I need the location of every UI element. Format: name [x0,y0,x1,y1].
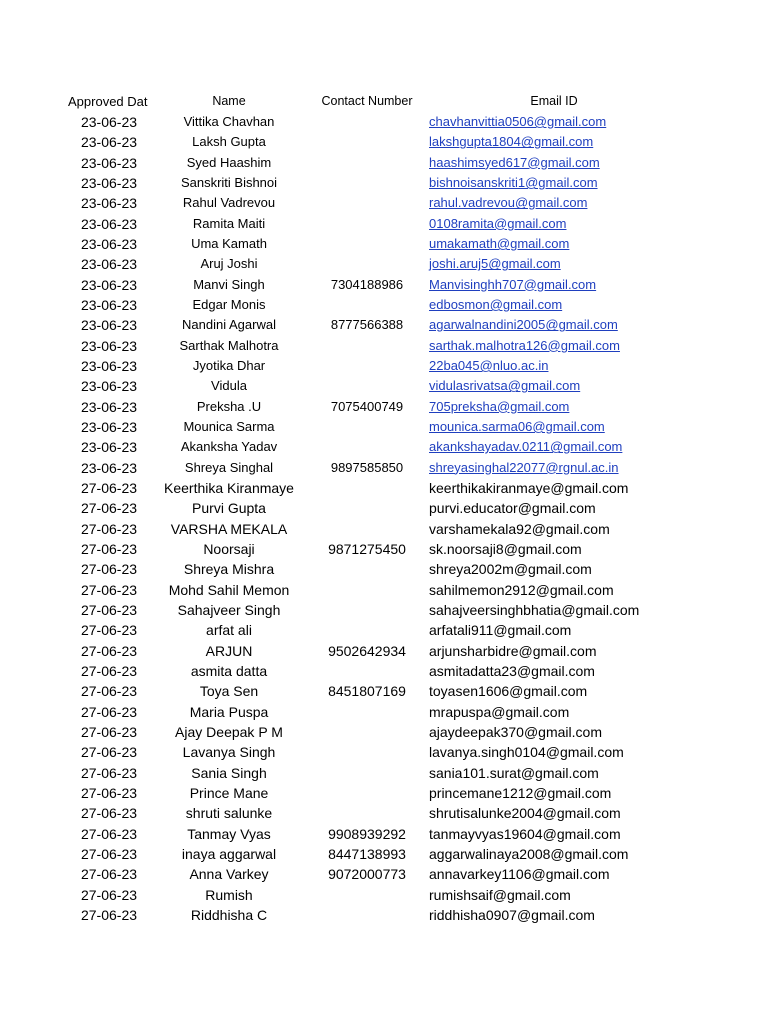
date-cell: 23-06-23 [80,439,138,456]
table-row [0,173,768,193]
table-row [0,722,768,742]
email-cell[interactable]: agarwalnandini2005@gmail.com [429,317,618,333]
table-row [0,864,768,884]
table-row [0,254,768,274]
table-row [0,458,768,478]
date-cell: 27-06-23 [80,479,138,496]
email-cell[interactable]: Manvisinghh707@gmail.com [429,276,597,292]
name-cell: Sania Singh [191,764,267,781]
email-cell: lavanya.singh0104@gmail.com [429,744,624,761]
email-cell: tanmayvyas19604@gmail.com [429,825,621,842]
email-cell[interactable]: akankshayadav.0211@gmail.com [429,439,623,455]
table-row [0,478,768,498]
date-cell: 23-06-23 [80,378,138,395]
table-row [0,437,768,457]
date-cell: 23-06-23 [80,459,138,476]
table-row [0,112,768,132]
table-row [0,417,768,437]
table-row [0,803,768,823]
email-cell: varshamekala92@gmail.com [429,520,610,537]
date-cell: 23-06-23 [80,114,138,130]
header-email-id: Email ID [530,94,578,108]
email-cell: shreya2002m@gmail.com [429,561,592,578]
name-cell: Mounica Sarma [183,418,275,434]
email-cell: sania101.surat@gmail.com [429,764,599,781]
date-cell: 27-06-23 [80,520,138,537]
email-cell: shrutisalunke2004@gmail.com [429,805,621,822]
header-name: Name [212,94,246,108]
name-cell: Anna Varkey [189,866,269,883]
table-row [0,559,768,579]
email-cell[interactable]: bishnoisanskriti1@gmail.com [429,174,598,190]
header-contact-number: Contact Number [321,94,413,108]
email-cell[interactable]: joshi.aruj5@gmail.com [429,256,561,272]
contact-cell: 8451807169 [328,683,406,700]
name-cell: Syed Haashim [186,154,272,170]
name-cell: Lavanya Singh [182,744,276,761]
table-row [0,234,768,254]
date-cell: 27-06-23 [80,784,138,801]
name-cell: Sahajveer Singh [177,601,281,618]
date-cell: 27-06-23 [80,703,138,720]
date-cell: 23-06-23 [80,418,138,435]
email-cell: rumishsaif@gmail.com [429,886,571,903]
table-row [0,356,768,376]
table-row [0,275,768,295]
table-row [0,397,768,417]
email-cell[interactable]: vidulasrivatsa@gmail.com [429,378,581,394]
table-row [0,824,768,844]
email-cell[interactable]: sarthak.malhotra126@gmail.com [429,337,620,353]
name-cell: Vidula [211,378,247,394]
name-cell: Noorsaji [203,540,255,557]
name-cell: Edgar Monis [192,296,266,312]
email-cell: princemane1212@gmail.com [429,784,612,801]
table-row [0,315,768,335]
date-cell: 27-06-23 [80,764,138,781]
name-cell: Vittika Chavhan [183,114,275,129]
email-cell[interactable]: edbosmon@gmail.com [429,296,563,312]
email-cell: toyasen1606@gmail.com [429,683,588,700]
date-cell: 27-06-23 [80,642,138,659]
email-cell: arjunsharbidre@gmail.com [429,642,597,659]
date-cell: 27-06-23 [80,622,138,639]
email-cell: purvi.educator@gmail.com [429,500,596,517]
email-cell[interactable]: 22ba045@nluo.ac.in [429,357,549,373]
email-cell[interactable]: chavhanvittia0506@gmail.com [429,114,607,129]
table-row [0,681,768,701]
table-row [0,641,768,661]
table-row [0,620,768,640]
name-cell: Rumish [205,886,253,903]
table-row [0,661,768,681]
email-cell[interactable]: umakamath@gmail.com [429,235,570,251]
name-cell: Purvi Gupta [192,500,266,517]
name-cell: shruti salunke [185,805,273,822]
name-cell: Keerthika Kiranmaye [164,479,294,496]
table-row [0,600,768,620]
email-cell: arfatali911@gmail.com [429,622,572,639]
date-cell: 27-06-23 [80,906,138,923]
name-cell: Ajay Deepak P M [175,723,283,740]
table-row [0,214,768,234]
table-row [0,844,768,864]
date-cell: 27-06-23 [80,601,138,618]
table-row [0,702,768,722]
date-cell: 27-06-23 [80,500,138,517]
date-cell: 23-06-23 [80,276,138,293]
table-row [0,376,768,396]
name-cell: Shreya Singhal [184,459,274,475]
email-cell: riddhisha0907@gmail.com [429,906,595,923]
table-row [0,580,768,600]
date-cell: 27-06-23 [80,744,138,761]
date-cell: 27-06-23 [80,845,138,862]
date-cell: 27-06-23 [80,683,138,700]
email-cell[interactable]: rahul.vadrevou@gmail.com [429,195,588,211]
date-cell: 27-06-23 [80,825,138,842]
date-cell: 23-06-23 [80,154,138,171]
table-row [0,193,768,213]
name-cell: Preksha .U [196,398,262,414]
contact-cell: 9897585850 [330,459,404,475]
contact-cell: 9502642934 [328,642,406,659]
name-cell: Laksh Gupta [192,134,266,150]
date-cell: 27-06-23 [80,723,138,740]
table-row [0,498,768,518]
date-cell: 23-06-23 [80,134,138,151]
table-row [0,153,768,173]
table-row [0,905,768,925]
table-row [0,295,768,315]
email-cell[interactable]: mounica.sarma06@gmail.com [429,418,605,434]
name-cell: Mohd Sahil Memon [168,581,290,598]
header-approved-date: Approved Dat [68,94,148,109]
table-row [0,132,768,152]
date-cell: 23-06-23 [80,357,138,374]
name-cell: Maria Puspa [189,703,269,720]
date-cell: 23-06-23 [80,317,138,334]
contact-cell: 9072000773 [328,866,406,883]
date-cell: 23-06-23 [80,398,138,415]
email-cell: ajaydeepak370@gmail.com [429,723,602,740]
email-cell: sahajveersinghbhatia@gmail.com [429,601,640,618]
email-cell[interactable]: 0108ramita@gmail.com [429,215,567,231]
date-cell: 27-06-23 [80,581,138,598]
name-cell: Ramita Maiti [192,215,266,231]
name-cell: Rahul Vadrevou [182,195,276,211]
date-cell: 27-06-23 [80,886,138,903]
name-cell: Prince Mane [189,784,269,801]
name-cell: arfat ali [206,622,252,639]
contact-cell: 8447138993 [328,845,406,862]
date-cell: 23-06-23 [80,296,138,313]
table-row [0,783,768,803]
name-cell: ARJUN [205,642,253,659]
email-cell: annavarkey1106@gmail.com [429,866,610,883]
contact-cell: 8777566388 [330,317,404,333]
date-cell: 23-06-23 [80,215,138,232]
date-cell: 23-06-23 [80,235,138,252]
table-row [0,885,768,905]
table-row [0,519,768,539]
table-row [0,742,768,762]
email-cell: aggarwalinaya2008@gmail.com [429,845,629,862]
email-cell[interactable]: haashimsyed617@gmail.com [429,154,600,170]
date-cell: 27-06-23 [80,662,138,679]
name-cell: Jyotika Dhar [192,357,266,373]
name-cell: Uma Kamath [191,235,267,251]
email-cell: keerthikakiranmaye@gmail.com [429,479,629,496]
date-cell: 27-06-23 [80,540,138,557]
contact-cell: 9871275450 [328,540,406,557]
contact-cell: 7075400749 [330,398,404,414]
date-cell: 27-06-23 [80,561,138,578]
date-cell: 23-06-23 [80,256,138,273]
table-row [0,763,768,783]
email-cell[interactable]: lakshgupta1804@gmail.com [429,134,594,150]
name-cell: Sarthak Malhotra [179,337,279,353]
date-cell: 23-06-23 [80,174,138,191]
name-cell: VARSHA MEKALA [170,520,288,537]
name-cell: Nandini Agarwal [182,317,276,333]
name-cell: Shreya Mishra [183,561,275,578]
table-row [0,336,768,356]
email-cell[interactable]: shreyasinghal22077@rgnul.ac.in [429,459,619,475]
name-cell: Manvi Singh [193,276,265,292]
name-cell: inaya aggarwal [181,845,277,862]
date-cell: 27-06-23 [80,805,138,822]
email-cell: asmitadatta23@gmail.com [429,662,595,679]
email-cell: sahilmemon2912@gmail.com [429,581,614,598]
date-cell: 23-06-23 [80,195,138,212]
email-cell: sk.noorsaji8@gmail.com [429,540,582,557]
name-cell: Aruj Joshi [200,256,258,272]
contact-cell: 7304188986 [330,276,404,292]
contact-cell: 9908939292 [328,825,406,842]
name-cell: Riddhisha C [190,906,268,923]
date-cell: 27-06-23 [80,866,138,883]
name-cell: Toya Sen [199,683,259,700]
date-cell: 23-06-23 [80,337,138,354]
name-cell: Sanskriti Bishnoi [180,174,278,190]
name-cell: asmita datta [190,662,268,679]
email-cell: mrapuspa@gmail.com [429,703,570,720]
name-cell: Tanmay Vyas [187,825,271,842]
table-row [0,539,768,559]
email-cell[interactable]: 705preksha@gmail.com [429,398,570,414]
name-cell: Akanksha Yadav [180,439,278,455]
